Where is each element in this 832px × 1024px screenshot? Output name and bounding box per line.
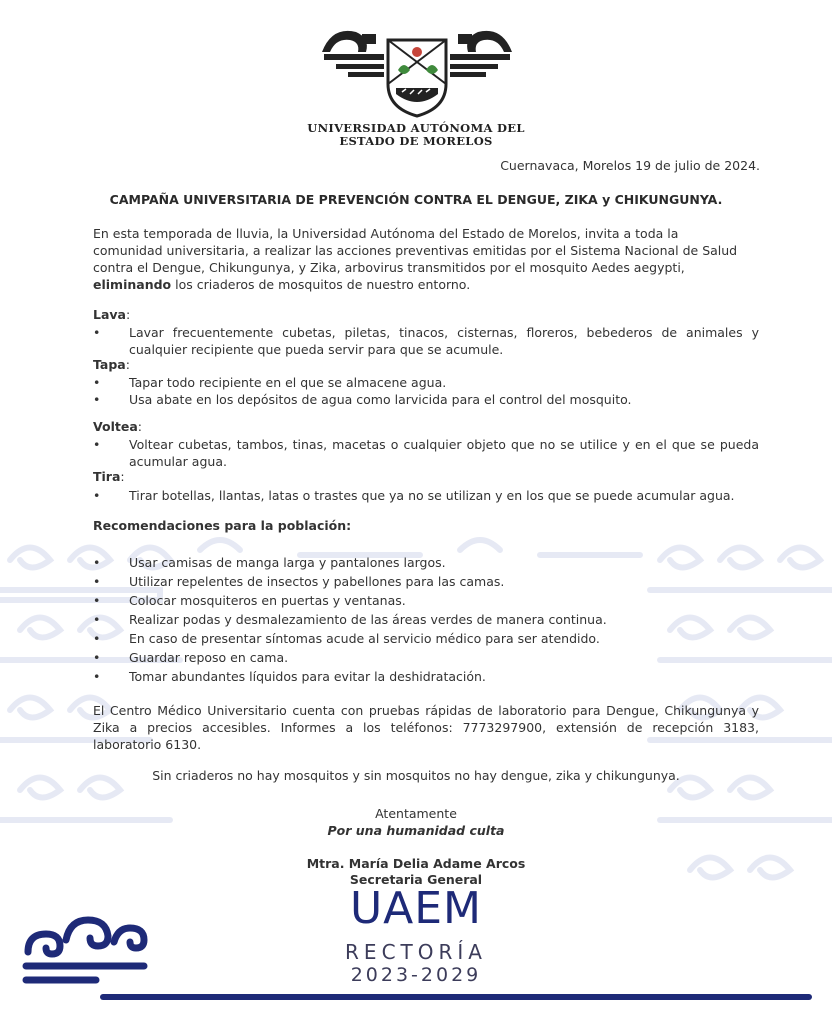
list-item: [93, 611, 759, 628]
list-item: [93, 391, 759, 408]
list-item-text: Voltear cubetas, tambos, tinas, macetas o cualquier objeto que no se utilice y en el que se pueda acumular agua.: [129, 437, 759, 469]
bullet-icon: •: [93, 612, 101, 627]
footer-divider: [100, 994, 812, 1000]
list-item-text: Lavar frecuentemente cubetas, piletas, tinacos, cisternas, floreros, bebederos de animales y cualquier recipiente que pueda servir para que se acumule.: [129, 325, 759, 357]
signer-position: Secretaria General: [349, 872, 483, 887]
list-item-text: Guardar reposo en cama.: [129, 650, 289, 665]
list-item-text: Tomar abundantes líquidos para evitar la deshidratación.: [129, 669, 486, 684]
bullet-icon: •: [93, 375, 101, 390]
bullet-icon: •: [93, 669, 101, 684]
uaem-crest-icon: [318, 22, 516, 118]
spiral-ornament-icon: [22, 912, 152, 992]
section-label-text: Lava: [93, 307, 126, 322]
uaem-logo-text: UAEM: [349, 883, 483, 934]
bullet-icon: •: [93, 650, 101, 665]
bullet-icon: •: [93, 325, 101, 340]
rectoria-period: 2023-2029: [350, 964, 482, 986]
intro-paragraph: [93, 225, 759, 293]
list-item: [93, 436, 759, 470]
document-title: CAMPAÑA UNIVERSITARIA DE PREVENCIÓN CONTRA EL DENGUE, ZIKA y CHIKUNGUNYA.: [109, 192, 723, 207]
list-item: [93, 374, 759, 391]
list-item: [93, 573, 759, 590]
intro-line: [93, 276, 759, 293]
bullet-icon: •: [93, 437, 101, 452]
list-item: [93, 487, 759, 504]
list-item-text: En caso de presentar síntomas acude al servicio médico para ser atendido.: [129, 631, 600, 646]
list-item-text: Usar camisas de manga larga y pantalones largos.: [129, 555, 446, 570]
university-name-line2: ESTADO DE MORELOS: [339, 134, 493, 148]
intro-line: En esta temporada de lluvia, la Universidad Autónoma del Estado de Morelos, invita a toda la: [93, 226, 679, 241]
list-item-text: Tirar botellas, llantas, latas o trastes que ya no se utilizan y en los que se puede acumular agua.: [129, 488, 735, 503]
intro-line: comunidad universitaria, a realizar las acciones preventivas emitidas por el Sistema Nacional de Salud: [93, 243, 738, 258]
section-label-text: Tira: [93, 469, 121, 484]
bullet-icon: •: [93, 555, 101, 570]
list-item: [93, 668, 759, 685]
section-label-text: Tapa: [93, 357, 126, 372]
rectoria-label: RECTORÍA: [345, 940, 487, 964]
list-item-text: Realizar podas y desmalezamiento de las áreas verdes de manera continua.: [129, 612, 607, 627]
slogan: Sin criaderos no hay mosquitos y sin mosquitos no hay dengue, zika y chikungunya.: [152, 768, 680, 783]
closing-salutation: Atentamente: [375, 806, 457, 821]
bullet-icon: •: [93, 574, 101, 589]
intro-line-rest: los criaderos de mosquitos de nuestro entorno.: [171, 277, 471, 292]
list-item-text: Colocar mosquiteros en puertas y ventanas.: [129, 593, 406, 608]
section-label-tira: Tira:: [93, 469, 125, 484]
bullet-icon: •: [93, 488, 101, 503]
list-item: [93, 324, 759, 358]
medical-center-paragraph: El Centro Médico Universitario cuenta con pruebas rápidas de laboratorio para Dengue, Chikungunya y Zika a precios accesibles. Informes a los teléfonos: 7773297900, extensión de recepción 3183, laboratorio 6130.: [93, 703, 759, 752]
section-label-voltea: Voltea:: [93, 419, 142, 434]
list-item: [93, 630, 759, 647]
bullet-icon: •: [93, 593, 101, 608]
university-name-line1: UNIVERSIDAD AUTÓNOMA DEL: [307, 121, 525, 135]
recommendations-heading: Recomendaciones para la población:: [93, 518, 352, 533]
list-item: [93, 554, 759, 571]
section-label-lava: Lava:: [93, 307, 131, 322]
university-motto: Por una humanidad culta: [327, 823, 505, 838]
intro-line: contra el Dengue, Chikungunya, y Zika, arbovirus transmitidos por el mosquito Aedes aegypti,: [93, 260, 685, 275]
section-label-text: Voltea: [93, 419, 138, 434]
list-item-text: Tapar todo recipiente en el que se almacene agua.: [129, 375, 447, 390]
section-label-tapa: Tapa:: [93, 357, 130, 372]
list-item: [93, 649, 759, 666]
document-date: Cuernavaca, Morelos 19 de julio de 2024.: [500, 158, 760, 173]
list-item-text: Usa abate en los depósitos de agua como larvicida para el control del mosquito.: [129, 392, 632, 407]
list-item-text: Utilizar repelentes de insectos y pabellones para las camas.: [129, 574, 505, 589]
signer-name: Mtra. María Delia Adame Arcos: [306, 856, 526, 871]
intro-emphasis: eliminando: [93, 277, 172, 292]
bullet-icon: •: [93, 392, 101, 407]
list-item: [93, 592, 759, 609]
bullet-icon: •: [93, 631, 101, 646]
